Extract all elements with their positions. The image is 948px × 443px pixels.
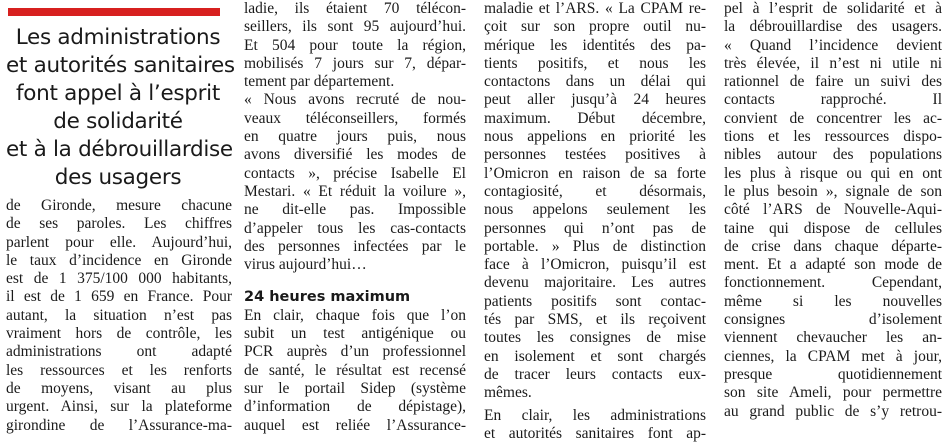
text-line: tients positifs, et nous les bbox=[484, 54, 706, 72]
text-line: presque quotidiennement bbox=[724, 365, 942, 383]
text-line: en quatre jours puis, nous bbox=[244, 128, 466, 146]
text-line: devenu majoritaire. Les autres bbox=[484, 274, 706, 292]
text-line: « Quand l’incidence devient bbox=[724, 36, 942, 54]
text-line: même si les nouvelles bbox=[724, 292, 942, 310]
text-line: le plus besoin », signale de son bbox=[724, 182, 942, 200]
text-line: girondine de l’Assurance-ma- bbox=[6, 416, 232, 434]
text-line: subit un test antigénique ou bbox=[244, 325, 466, 343]
headline-line: et autorités sanitaires bbox=[6, 53, 235, 78]
text-line: de moyens, visant au plus bbox=[6, 379, 232, 397]
text-line: rationnel de faire un suivi des bbox=[724, 73, 942, 91]
text-line: auquel est reliée l’Assurance- bbox=[244, 416, 466, 434]
text-line: autant, la situation n’est pas bbox=[6, 306, 232, 324]
text-line: peut aller jusqu’à 24 heures bbox=[484, 91, 706, 109]
headline-line: et à la débrouillardise bbox=[6, 137, 233, 162]
column-1 bbox=[6, 197, 232, 435]
text-line: Et 504 pour toute la région, bbox=[244, 36, 466, 54]
text-line: mérique les identités des pa- bbox=[484, 36, 706, 54]
text-line: personnes qui n’ont pas de bbox=[484, 219, 706, 237]
text-line: administrations ont adapté bbox=[6, 343, 232, 361]
text-line: toutes les consignes de mise bbox=[484, 329, 706, 347]
text-line: En clair, chaque fois que l’on bbox=[244, 306, 466, 324]
text-line: l’Omicron en raison de sa forte bbox=[484, 164, 706, 182]
text-line: maladie et l’ARS. « La CPAM re- bbox=[484, 0, 706, 17]
text-line: parlent pour elle. Aujourd’hui, bbox=[6, 233, 232, 251]
text-line: tement par département. bbox=[244, 73, 395, 91]
text-line: il est de 1 659 en France. Pour bbox=[6, 288, 232, 306]
text-line: nous appelons seulement les bbox=[484, 201, 706, 219]
text-line: contacts rapproché. Il bbox=[724, 91, 942, 109]
text-line: taine qui dispose de cellules bbox=[724, 219, 942, 237]
headline-line: de solidarité bbox=[53, 109, 183, 134]
text-line: contacts », précise Isabelle El bbox=[244, 164, 466, 182]
text-line: de ses paroles. Les chiffres bbox=[6, 215, 232, 233]
text-line: au grand public de s’y retrou- bbox=[724, 402, 942, 420]
text-line: seillers, ils sont 95 aujourd’hui. bbox=[244, 18, 466, 36]
text-line: en isolement et sont chargés bbox=[484, 347, 706, 365]
headline-line: font appel à l’esprit bbox=[16, 81, 220, 106]
text-line: de santé, le résultat est recensé bbox=[244, 361, 466, 379]
text-line: sur le portail Sidep (système bbox=[244, 379, 466, 397]
text-line: d’information de dépistage), bbox=[244, 398, 466, 416]
text-line: virus aujourd’hui… bbox=[244, 256, 367, 274]
text-line: maximum. Début décembre, bbox=[484, 109, 706, 127]
text-line: ladie, ils étaient 70 télécon- bbox=[244, 0, 466, 17]
text-line: En clair, les administrations bbox=[484, 406, 706, 424]
text-line: est de 1 375/100 000 habitants, bbox=[6, 270, 232, 288]
text-line: portable. » Plus de distinction bbox=[484, 237, 706, 255]
text-line: nous appelions en priorité les bbox=[484, 128, 706, 146]
text-line: ment. Et a adapté son mode de bbox=[724, 256, 942, 274]
text-line: contagiosité, et désormais, bbox=[484, 182, 706, 200]
text-line: consignes d’isolement bbox=[724, 311, 942, 329]
text-line: çoit sur son propre outil nu- bbox=[484, 18, 706, 36]
text-line: veaux téléconseillers, formés bbox=[244, 109, 466, 127]
text-line: de Gironde, mesure chacune bbox=[6, 197, 232, 214]
article-headline bbox=[6, 24, 235, 192]
text-line: côté l’ARS de Nouvelle-Aqui- bbox=[724, 201, 942, 219]
text-line: patients positifs sont contac- bbox=[484, 292, 706, 310]
text-line: de tracer leurs contacts eux- bbox=[484, 365, 706, 383]
text-line: d’appeler tous les cas-contacts bbox=[244, 219, 466, 237]
text-line: les plus à risque ou qui en ont bbox=[724, 164, 942, 182]
text-line: très élevée, il n’est ni utile ni bbox=[724, 54, 942, 72]
text-line: mobilisés 7 jours sur 7, dépar- bbox=[244, 54, 466, 72]
text-line: de crise dans chaque départe- bbox=[724, 237, 942, 255]
text-line: viennent chevaucher les an- bbox=[724, 329, 942, 347]
column-2 bbox=[244, 0, 466, 435]
text-line: avons diversifié les modes de bbox=[244, 146, 466, 164]
text-line: personnes testées positives à bbox=[484, 146, 706, 164]
text-line: face à l’Omicron, puisqu’il est bbox=[484, 256, 706, 274]
text-line: le taux d’incidence en Gironde bbox=[6, 251, 232, 269]
text-line: mêmes. bbox=[484, 384, 532, 402]
text-line: tions et les ressources dispo- bbox=[724, 128, 942, 146]
text-line: son site Ameli, pour permettre bbox=[724, 384, 942, 402]
text-line: les ressources et les renforts bbox=[6, 361, 232, 379]
text-line: urgent. Ainsi, sur la plateforme bbox=[6, 398, 232, 416]
text-line: contactons dans un délai qui bbox=[484, 73, 706, 91]
text-line: PCR auprès d’un professionnel bbox=[244, 343, 466, 361]
text-line: vraiment hors de contrôle, les bbox=[6, 325, 232, 343]
text-line: convient de concentrer les ac- bbox=[724, 109, 942, 127]
headline-line: Les administrations bbox=[15, 25, 221, 50]
headline-line: des usagers bbox=[54, 165, 182, 190]
column-4 bbox=[724, 0, 942, 421]
text-line: la débrouillardise des usagers. bbox=[724, 18, 942, 36]
text-line: des personnes infectées par le bbox=[244, 237, 466, 255]
text-line: ne dit-elle pas. Impossible bbox=[244, 201, 466, 219]
text-line: fonctionnement. Cependant, bbox=[724, 274, 942, 292]
accent-bar bbox=[8, 8, 220, 16]
text-line: tés par SMS, et ils reçoivent bbox=[484, 311, 706, 329]
text-line: et autorités sanitaires font ap- bbox=[484, 424, 706, 442]
text-line: nibles autour des populations bbox=[724, 146, 942, 164]
text-line: Mestari. « Et réduit la voilure », bbox=[244, 182, 466, 200]
text-line: pel à l’esprit de solidarité et à bbox=[724, 0, 942, 17]
section-subhead: 24 heures maximum bbox=[244, 289, 411, 306]
column-3 bbox=[484, 0, 706, 443]
text-line: ciennes, la CPAM met à jour, bbox=[724, 347, 942, 365]
text-line: « Nous avons recruté de nou- bbox=[244, 91, 466, 109]
